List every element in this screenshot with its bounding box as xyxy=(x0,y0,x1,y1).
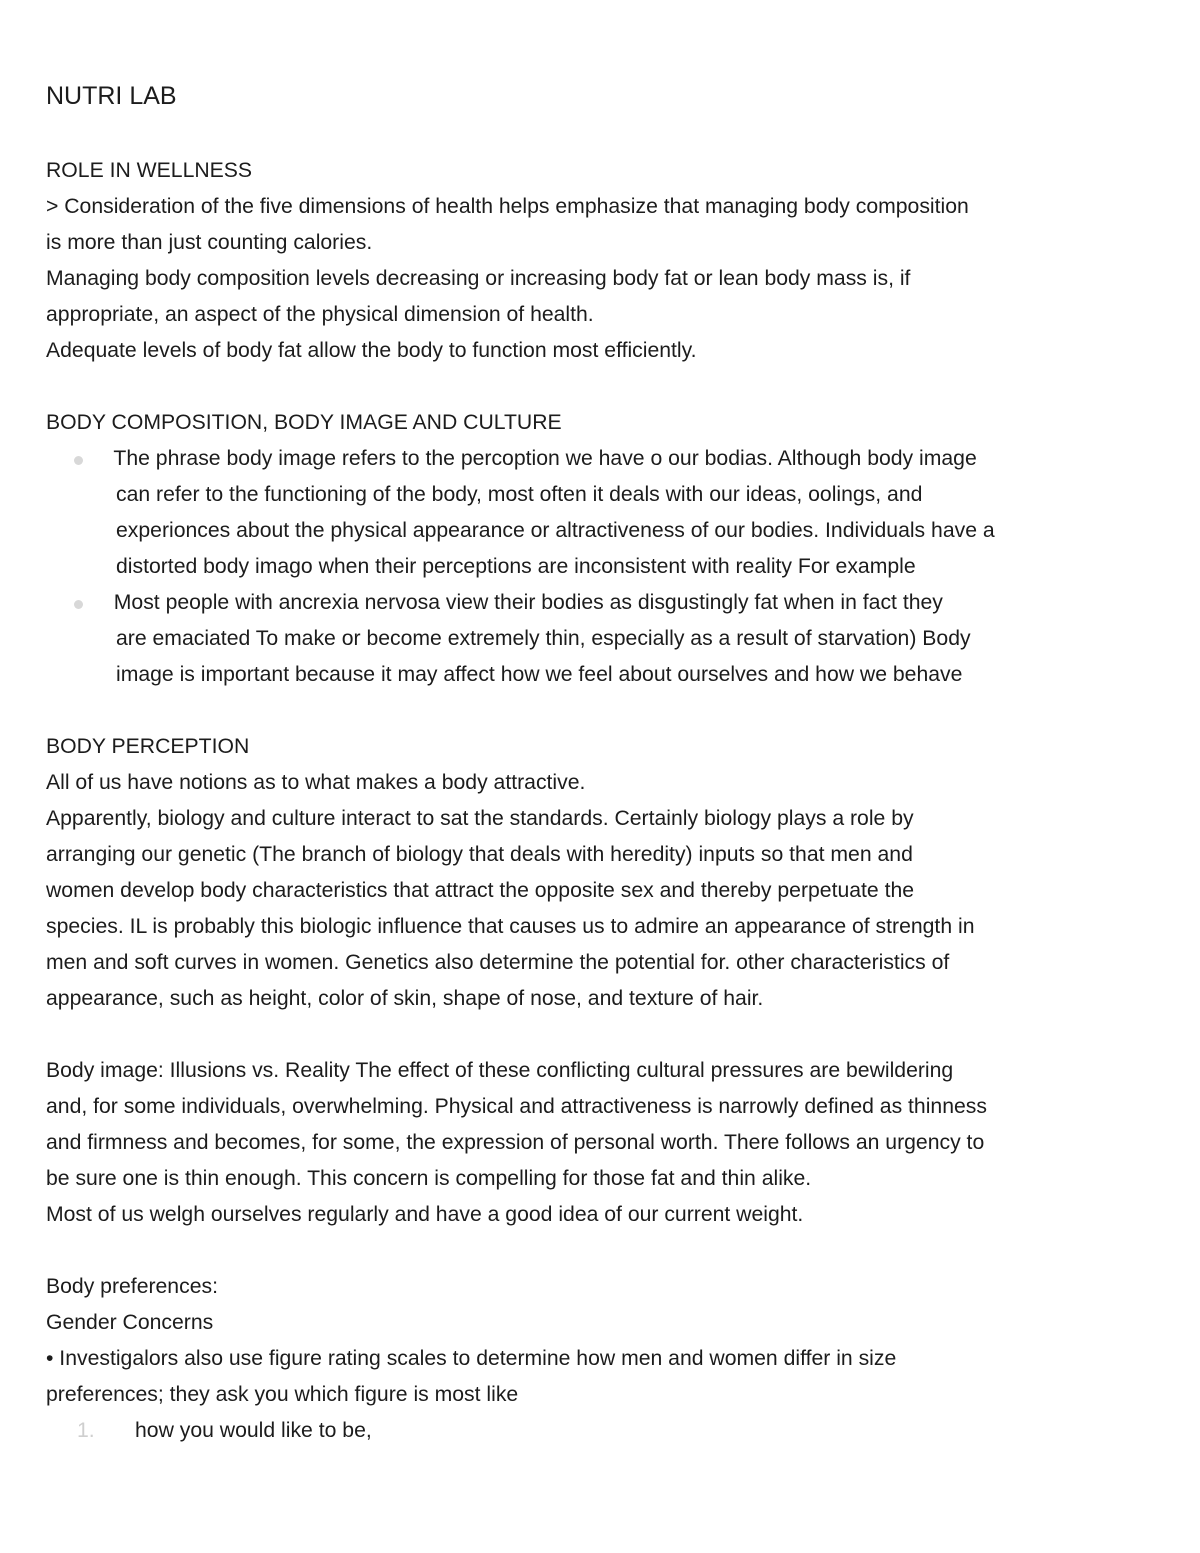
paragraph-line: All of us have notions as to what makes a body attractive. xyxy=(46,771,586,794)
paragraph-line: appropriate, an aspect of the physical dimension of health. xyxy=(46,303,594,326)
paragraph-line: Apparently, biology and culture interact to sat the standards. Certainly biology plays a role by xyxy=(46,807,914,830)
subheading-gender: Gender Concerns xyxy=(46,1311,214,1334)
numbered-item-text: how you would like to be, xyxy=(135,1419,372,1442)
paragraph-line: • Investigalors also use figure rating scales to determine how men and women differ in size xyxy=(46,1347,897,1370)
paragraph-line: Most of us welgh ourselves regularly and have a good idea of our current weight. xyxy=(46,1203,804,1226)
paragraph-line: men and soft curves in women. Genetics also determine the potential for. other characteristics of xyxy=(46,951,950,974)
document-body xyxy=(46,153,1162,1449)
paragraph-line: and firmness and becomes, for some, the expression of personal worth. There follows an urgency to xyxy=(46,1131,985,1154)
paragraph-line: is more than just counting calories. xyxy=(46,231,373,254)
paragraph-line: appearance, such as height, color of skin, shape of nose, and texture of hair. xyxy=(46,987,764,1010)
bullet-continuation: distorted body imago when their perceptions are inconsistent with reality For example xyxy=(116,555,916,578)
bullet-dot-icon xyxy=(74,600,83,609)
bullet-text: The phrase body image refers to the percoption we have o our bodias. Although body image xyxy=(102,447,977,470)
paragraph-line: species. IL is probably this biologic influence that causes us to admire an appearance of strength in xyxy=(46,915,975,938)
bullet-item xyxy=(46,585,1162,621)
bullet-item xyxy=(46,441,1162,477)
bullet-continuation: image is important because it may affect how we feel about ourselves and how we behave xyxy=(116,663,963,686)
paragraph-line: women develop body characteristics that attract the opposite sex and thereby perpetuate the xyxy=(46,879,915,902)
paragraph-line: Managing body composition levels decreasing or increasing body fat or lean body mass is, if xyxy=(46,267,911,290)
section-heading-preferences: Body preferences: xyxy=(46,1275,218,1298)
bullet-continuation: experionces about the physical appearance or altractiveness of our bodies. Individuals have a xyxy=(116,519,995,542)
section-heading-role: ROLE IN WELLNESS xyxy=(46,159,253,182)
paragraph-line: preferences; they ask you which figure is most like xyxy=(46,1383,519,1406)
paragraph-line: Body image: Illusions vs. Reality The effect of these conflicting cultural pressures are bewildering xyxy=(46,1059,954,1082)
bullet-continuation: can refer to the functioning of the body, most often it deals with our ideas, oolings, and xyxy=(116,483,923,506)
paragraph-line: > Consideration of the five dimensions of health helps emphasize that managing body composition xyxy=(46,195,969,218)
section-heading-perception: BODY PERCEPTION xyxy=(46,735,250,758)
numbered-item xyxy=(46,1413,1162,1449)
paragraph-line: Adequate levels of body fat allow the body to function most efficiently. xyxy=(46,339,697,362)
bullet-dot-icon xyxy=(74,456,83,465)
section-heading-culture: BODY COMPOSITION, BODY IMAGE AND CULTURE xyxy=(46,411,562,434)
bullet-continuation: are emaciated To make or become extremely thin, especially as a result of starvation) Body xyxy=(116,627,971,650)
page-title: NUTRI LAB xyxy=(46,82,177,110)
bullet-text: Most people with ancrexia nervosa view their bodies as disgustingly fat when in fact they xyxy=(102,591,943,614)
paragraph-line: be sure one is thin enough. This concern is compelling for those fat and thin alike. xyxy=(46,1167,812,1190)
paragraph-line: arranging our genetic (The branch of biology that deals with heredity) inputs so that men and xyxy=(46,843,913,866)
paragraph-line: and, for some individuals, overwhelming. Physical and attractiveness is narrowly defined as thinness xyxy=(46,1095,987,1118)
list-number: 1. xyxy=(77,1419,95,1442)
